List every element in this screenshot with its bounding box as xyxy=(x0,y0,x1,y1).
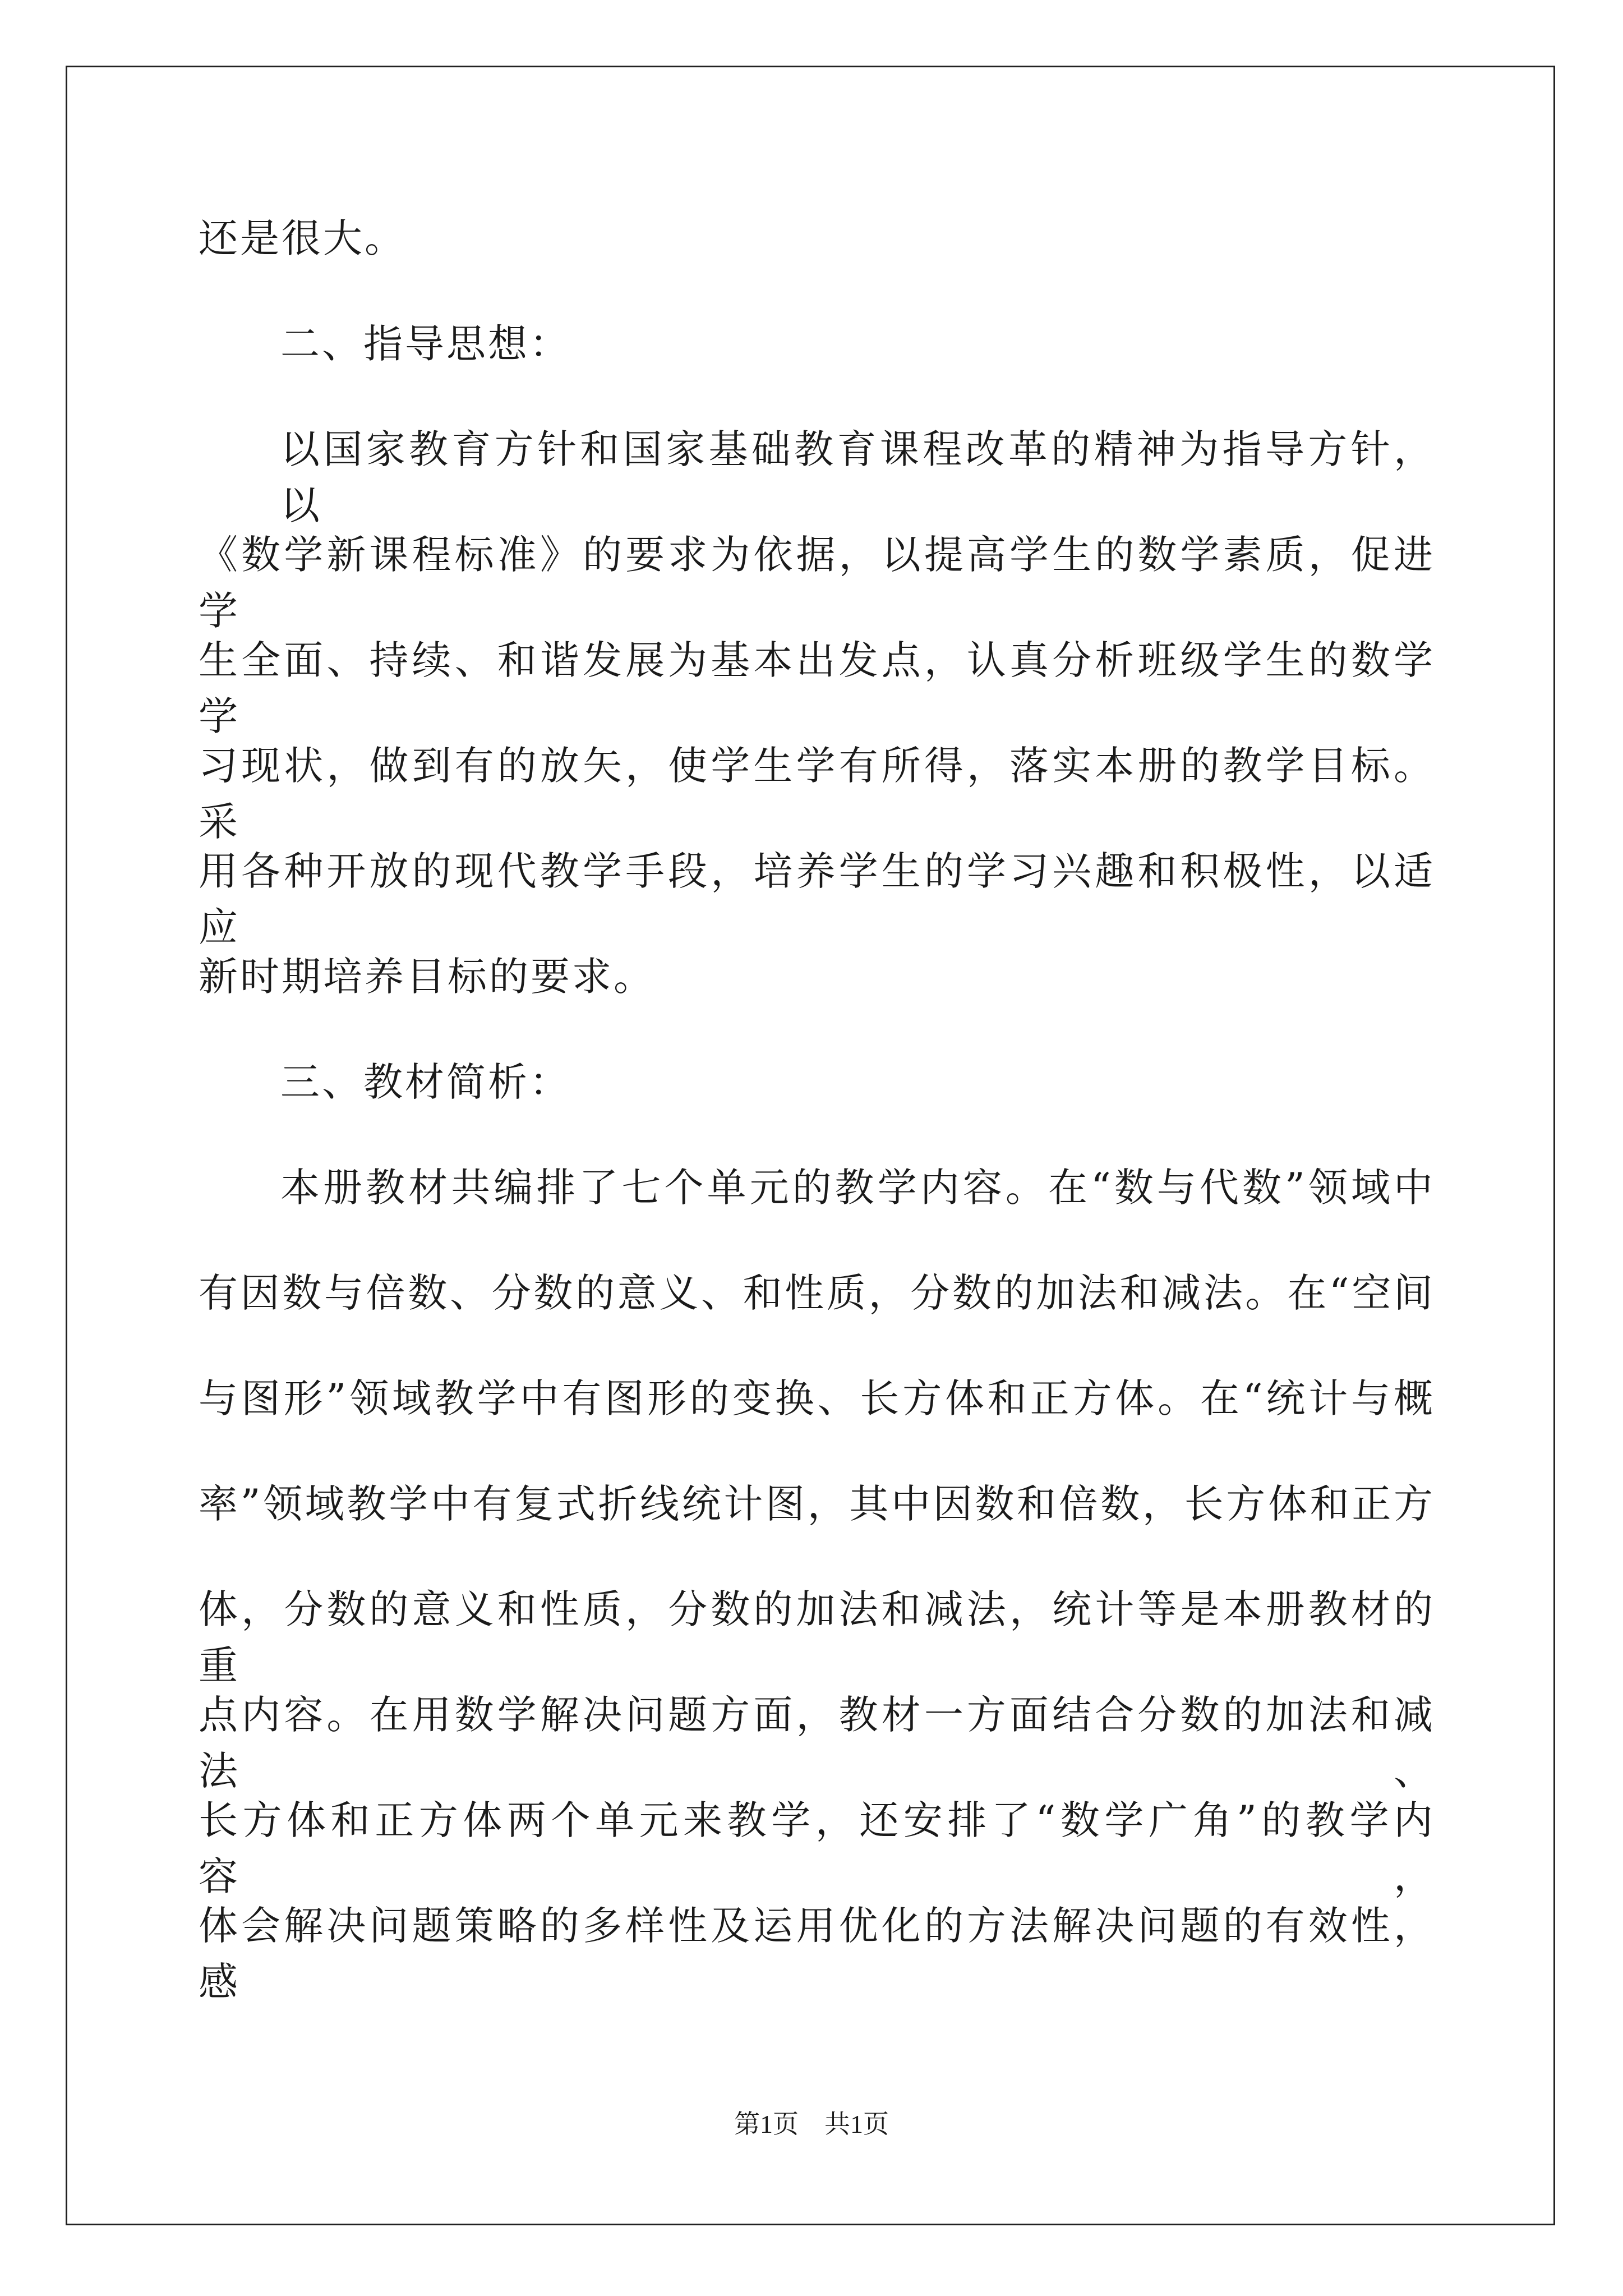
paragraph-line: 新时期培养目标的要求。 xyxy=(199,954,655,1000)
paragraph-line: 习现状，做到有的放矢，使学生学有所得，落实本册的教学目标。采 xyxy=(199,743,1435,845)
paragraph-line: 点内容。在用数学解决问题方面，教材一方面结合分数的加法和减法、 xyxy=(199,1692,1435,1794)
paragraph-line: 本册教材共编排了七个单元的教学内容。在“数与代数”领域中 xyxy=(280,1165,1435,1211)
section-heading-guiding-ideology: 二、指导思想： xyxy=(280,321,571,367)
paragraph-line: 与图形”领域教学中有图形的变换、长方体和正方体。在“统计与概 xyxy=(199,1375,1435,1421)
paragraph-line: 以国家教育方针和国家基础教育课程改革的精神为指导方针，以 xyxy=(280,426,1435,528)
paragraph-line: 生全面、持续、和谐发展为基本出发点，认真分析班级学生的数学学 xyxy=(199,637,1435,739)
paragraph-line: 《数学新课程标准》的要求为依据，以提高学生的数学素质，促进学 xyxy=(199,532,1435,634)
paragraph-line: 长方体和正方体两个单元来教学，还安排了“数学广角”的教学内容， xyxy=(199,1797,1435,1899)
paragraph-line: 率”领域教学中有复式折线统计图，其中因数和倍数，长方体和正方 xyxy=(199,1481,1435,1527)
section-heading-textbook-analysis: 三、教材简析： xyxy=(280,1059,571,1105)
paragraph-line: 体会解决问题策略的多样性及运用优化的方法解决问题的有效性，感 xyxy=(199,1903,1435,2005)
paragraph-line: 还是很大。 xyxy=(199,215,406,261)
page-footer xyxy=(0,2108,1623,2141)
paragraph-line: 用各种开放的现代教学手段，培养学生的学习兴趣和积极性，以适应 xyxy=(199,848,1435,950)
paragraph-line: 有因数与倍数、分数的意义、和性质，分数的加法和减法。在“空间 xyxy=(199,1270,1435,1316)
page-number-label: 第1页 共1页 xyxy=(734,2110,889,2138)
document-body xyxy=(199,210,1435,2003)
paragraph-line: 体，分数的意义和性质，分数的加法和减法，统计等是本册教材的重 xyxy=(199,1586,1435,1688)
